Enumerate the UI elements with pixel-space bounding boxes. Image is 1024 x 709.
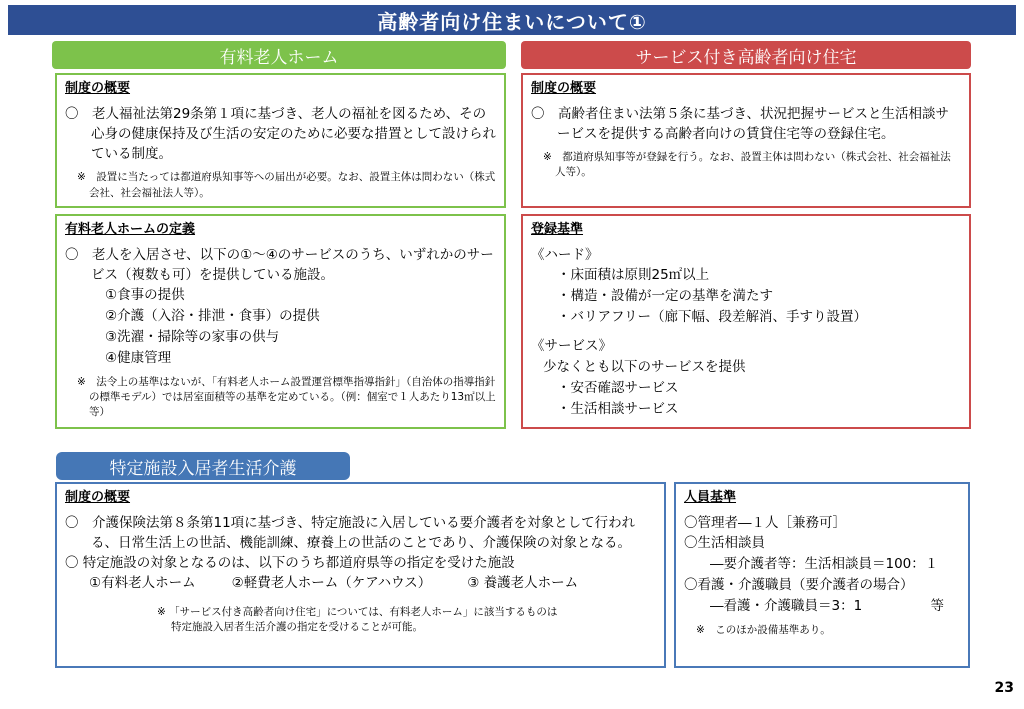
overview-text: 〇 介護保険法第８条第11項に基づき、特定施設に入居している要介護者を対象として行われる、日常生活上の世話、機能訓練、療養上の世話のことであり、介護保険の対象となる。 [65, 514, 636, 551]
service-item: ①食事の提供 [105, 287, 185, 304]
box-paid-home-definition [55, 214, 506, 429]
staff-ratio-suffix: 等 [930, 598, 944, 615]
staff-ratio: ―要介護者等：生活相談員＝100：１ [710, 556, 939, 573]
staff-ratio [684, 596, 960, 617]
header-specified-facility: 特定施設入居者生活介護 [56, 452, 350, 480]
staff-ratio-text: ―看護・介護職員＝3：1 [710, 598, 863, 615]
facility-item: ③ 養護老人ホーム [467, 575, 579, 592]
service-item: ③洗濯・掃除等の家事の供与 [105, 328, 280, 345]
box-specified-facility-overview [55, 482, 666, 668]
definition-note: ※ 法令上の基準はないが、「有料老人ホーム設置運営標準指導指針」（自治体の指導指針の標準モデル）では居室面積等の基準を定めている。（例：個室で１人あたり13㎡以上等） [77, 375, 496, 419]
service-item: ②介護（入浴・排泄・食事）の提供 [105, 307, 320, 324]
facility-item: ①有料老人ホーム [89, 575, 196, 592]
box-paid-home-overview [55, 73, 506, 208]
service-item: ・生活相談サービス [557, 401, 679, 417]
hard-item: ・バリアフリー（廊下幅、段差解消、手すり設置） [557, 309, 867, 326]
facility-scope-text: 〇 特定施設の対象となるのは、以下のうち都道府県等の指定を受けた施設 [65, 555, 515, 572]
service-label: 《サービス》 [531, 338, 612, 355]
box-title: 制度の概要 [531, 81, 597, 96]
definition-text: 〇 老人を入居させ、以下の①～④のサービスのうち、いずれかのサービス（複数も可）を提供している施設。 [65, 246, 494, 283]
hard-item: ・床面積は原則25㎡以上 [557, 267, 710, 284]
header-service-housing: サービス付き高齢者向け住宅 [521, 41, 971, 69]
staff-note: ※ このほか設備基準あり。 [696, 624, 831, 637]
specified-note [65, 605, 656, 635]
box-title: 人員基準 [684, 490, 737, 505]
overview-note: ※ 都道府県知事等が登録を行う。なお、設置主体は問わない（株式会社、社会福祉法人等）。 [543, 151, 951, 179]
box-title: 有料老人ホームの定義 [65, 222, 196, 237]
box-title: 登録基準 [531, 222, 584, 237]
note-line: 特定施設入居者生活介護の指定を受けることが可能。 [171, 621, 423, 634]
box-title: 制度の概要 [65, 490, 131, 505]
box-title: 制度の概要 [65, 81, 131, 96]
staff-line: 〇管理者―１人［兼務可］ [684, 514, 846, 531]
hard-item: ・構造・設備が一定の基準を満たす [557, 288, 773, 305]
facility-list [65, 573, 656, 595]
overview-text: 〇 高齢者住まい法第５条に基づき、状況把握サービスと生活相談サービスを提供する高齢者向けの賃貸住宅等の登録住宅。 [531, 105, 949, 142]
note-line: ※ 「サービス付き高齢者向け住宅」については、有料老人ホーム」に該当するものは [157, 605, 558, 618]
service-sub: 少なくとも以下のサービスを提供 [543, 359, 746, 376]
overview-note: ※ 設置に当たっては都道府県知事等への届出が必要。なお、設置主体は問わない（株式会社、社会福祉法人等）。 [77, 171, 496, 199]
overview-text: 〇 老人福祉法第29条第１項に基づき、老人の福祉を図るため、その心身の健康保持及び生活の安定のために必要な措置として設けられている制度。 [65, 105, 496, 163]
staff-line: 〇生活相談員 [684, 535, 765, 552]
staff-line: 〇看護・介護職員（要介護者の場合） [684, 577, 914, 594]
box-registration-criteria [521, 214, 971, 429]
hard-label: 《ハード》 [531, 246, 599, 263]
facility-item: ②軽費老人ホーム（ケアハウス） [231, 575, 432, 592]
page-number: 23 [994, 680, 1014, 696]
box-staffing-standards [674, 482, 970, 668]
box-service-housing-overview [521, 73, 971, 208]
service-item: ・安否確認サービス [557, 380, 679, 397]
page-title: 高齢者向け住まいについて① [8, 5, 1016, 35]
service-item: ④健康管理 [105, 349, 172, 366]
header-paid-nursing-home: 有料老人ホーム [52, 41, 506, 69]
